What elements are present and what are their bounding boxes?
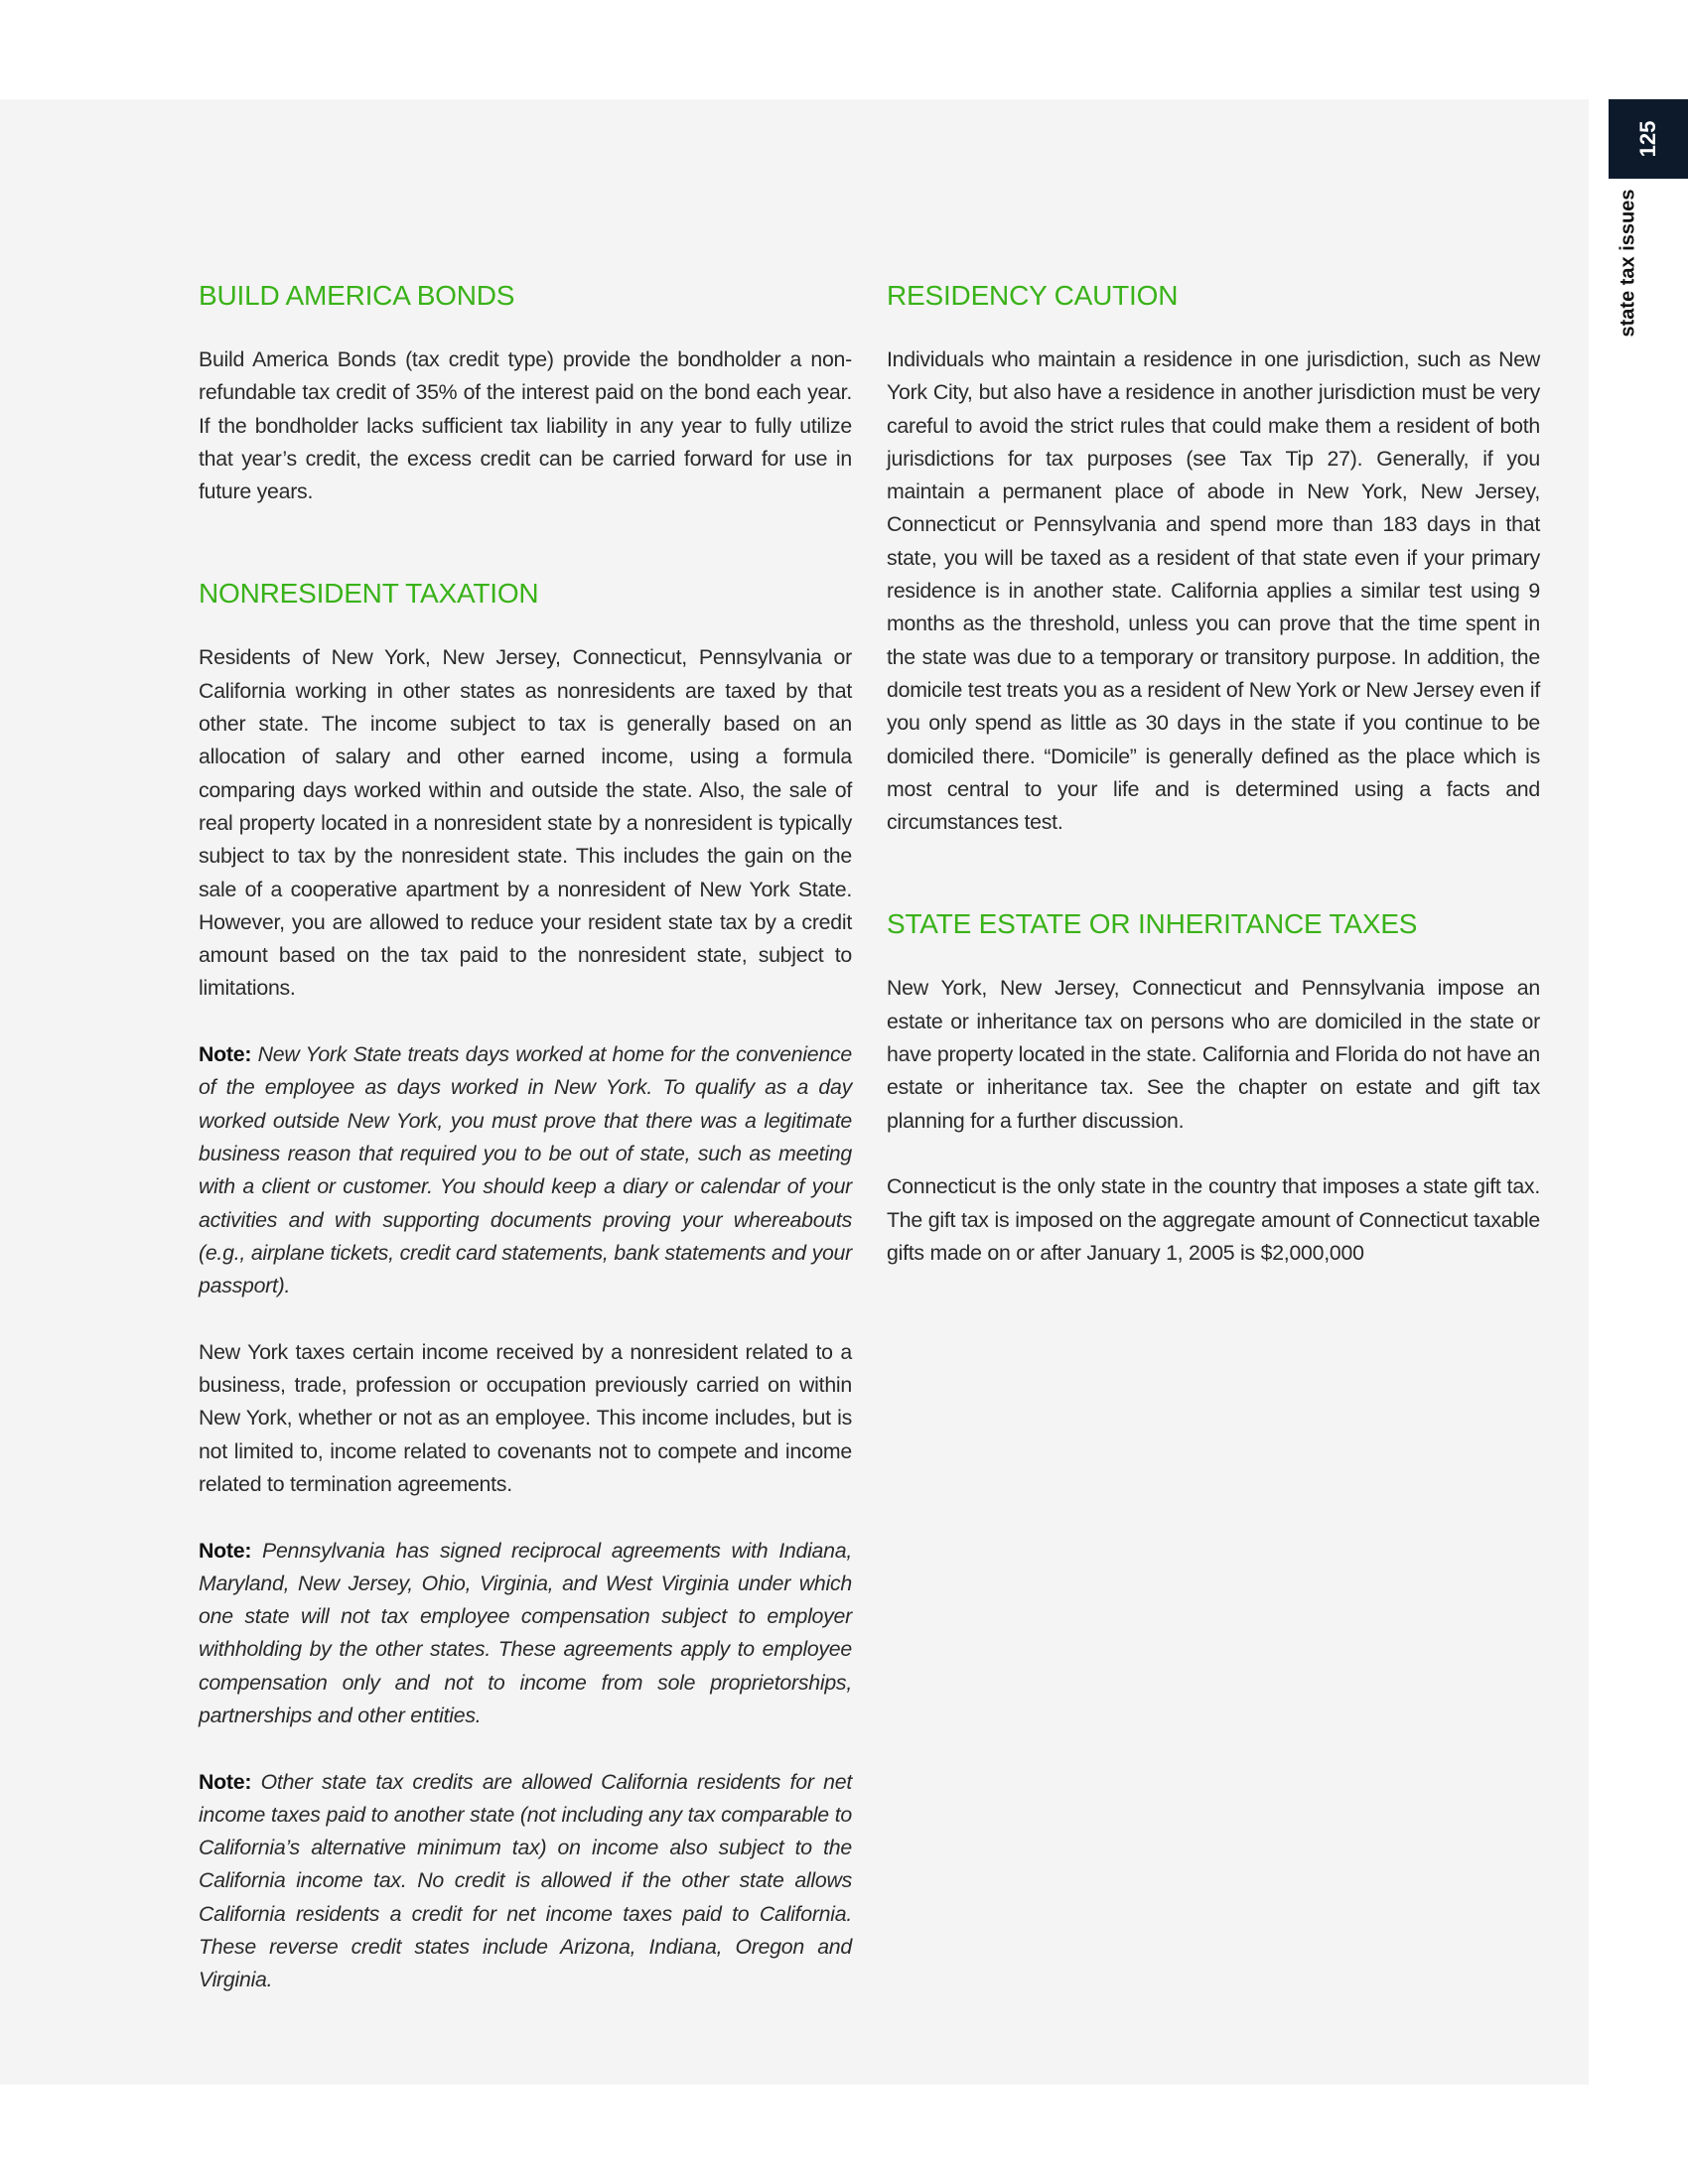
note-label: Note:: [199, 1538, 252, 1563]
residency-caution-heading: RESIDENCY CAUTION: [887, 280, 1179, 311]
section-side-label: state tax issues: [1617, 189, 1639, 338]
nonresident-note-california: [199, 1766, 852, 1997]
nonresident-taxation-paragraph: Residents of New York, New Jersey, Connecticut, Pennsylvania or California working in other states as nonresidents are taxed by that other state. The income subject to tax is generally based on an allocation of salary and other earned income, using a formula comparing days worked within and outside the state. Also, the sale of real property located in a nonresident state by a nonresident is typically subject to tax by the nonresident state. This includes the gain on the sale of a cooperative apartment by a nonresident of New York State. However, you are allowed to reduce your resident state tax by a credit amount based on the tax paid to the nonresident state, subject to limitations.: [199, 645, 852, 1001]
state-estate-paragraph: New York, New Jersey, Connecticut and Pennsylvania impose an estate or inheritance tax on persons who are domiciled in the state or have property located in the state. California and Florida do not have an estate or inheritance tax. See the chapter on estate and gift tax planning for a further discussion.: [887, 976, 1540, 1133]
nonresident-note-new-york: [199, 1038, 852, 1302]
nonresident-new-york-income-paragraph: New York taxes certain income received by a nonresident related to a business, trade, profession or occupation previously carried on within New York, whether or not as an employee. This income includes, but is not limited to, income related to covenants not to compete and income related to termination agreements.: [199, 1339, 852, 1496]
note-text: Pennsylvania has signed reciprocal agreements with Indiana, Maryland, New Jersey, Ohio, Virginia, and West Virginia under which one state will not tax employee compensation subject to employer withholding by the other states. These agreements apply to employee compensation only and not to income from sole proprietorships, partnerships and other entities.: [199, 1538, 852, 1727]
note-label: Note:: [199, 1042, 252, 1067]
note-label: Note:: [199, 1769, 252, 1794]
build-america-bonds-heading: BUILD AMERICA BONDS: [199, 280, 515, 311]
left-column: [199, 276, 852, 1997]
connecticut-gift-tax-paragraph: Connecticut is the only state in the country that imposes a state gift tax. The gift tax is imposed on the aggregate amount of Connecticut taxable gifts made on or after January 1, 2005 is $2,000,000: [887, 1174, 1540, 1265]
nonresident-taxation-heading: NONRESIDENT TAXATION: [199, 578, 539, 610]
state-estate-heading: STATE ESTATE OR INHERITANCE TAXES: [887, 908, 1418, 940]
note-text: Other state tax credits are allowed California residents for net income taxes paid to another state (not including any tax comparable to California’s alternative minimum tax) on income also subject to the California income tax. No credit is allowed if the other state allows California residents a credit for net income taxes paid to California. These reverse credit states include Arizona, Indiana, Oregon and Virginia.: [199, 1769, 852, 1992]
page-number: 125: [1635, 120, 1660, 158]
note-text: New York State treats days worked at home for the convenience of the employee as days worked in New York. To qualify as a day worked outside New York, you must prove that there was a legitimate business reason that required you to be out of state, such as meeting with a client or customer. You should keep a diary or calendar of your activities and with supporting documents proving your whereabouts (e.g., airplane tickets, credit card statements, bank statements and your passport).: [199, 1042, 852, 1298]
nonresident-note-pennsylvania: [199, 1535, 852, 1733]
build-america-bonds-paragraph: Build America Bonds (tax credit type) provide the bondholder a non-refundable tax credit of 35% of the interest paid on the bond each year. If the bondholder lacks sufficient tax liability in any year to fully utilize that year’s credit, the excess credit can be carried forward for use in future years.: [199, 347, 852, 504]
right-column: [887, 276, 1540, 1270]
residency-caution-paragraph: Individuals who maintain a residence in one jurisdiction, such as New York City, but also have a residence in another jurisdiction must be very careful to avoid the strict rules that could make them a resident of both jurisdictions for tax purposes (see Tax Tip 27). Generally, if you maintain a permanent place of abode in New York, New Jersey, Connecticut or Pennsylvania and spend more than 183 days in that state, you will be taxed as a resident of that state even if your primary residence is in another state. California applies a similar test using 9 months as the threshold, unless you can prove that the time spent in the state was due to a temporary or transitory purpose. In addition, the domicile test treats you as a resident of New York or New Jersey even if you only spend as little as 30 days in the state if you continue to be domiciled there. “Domicile” is generally defined as the place which is most central to your life and is determined using a facts and circumstances test.: [887, 347, 1540, 835]
